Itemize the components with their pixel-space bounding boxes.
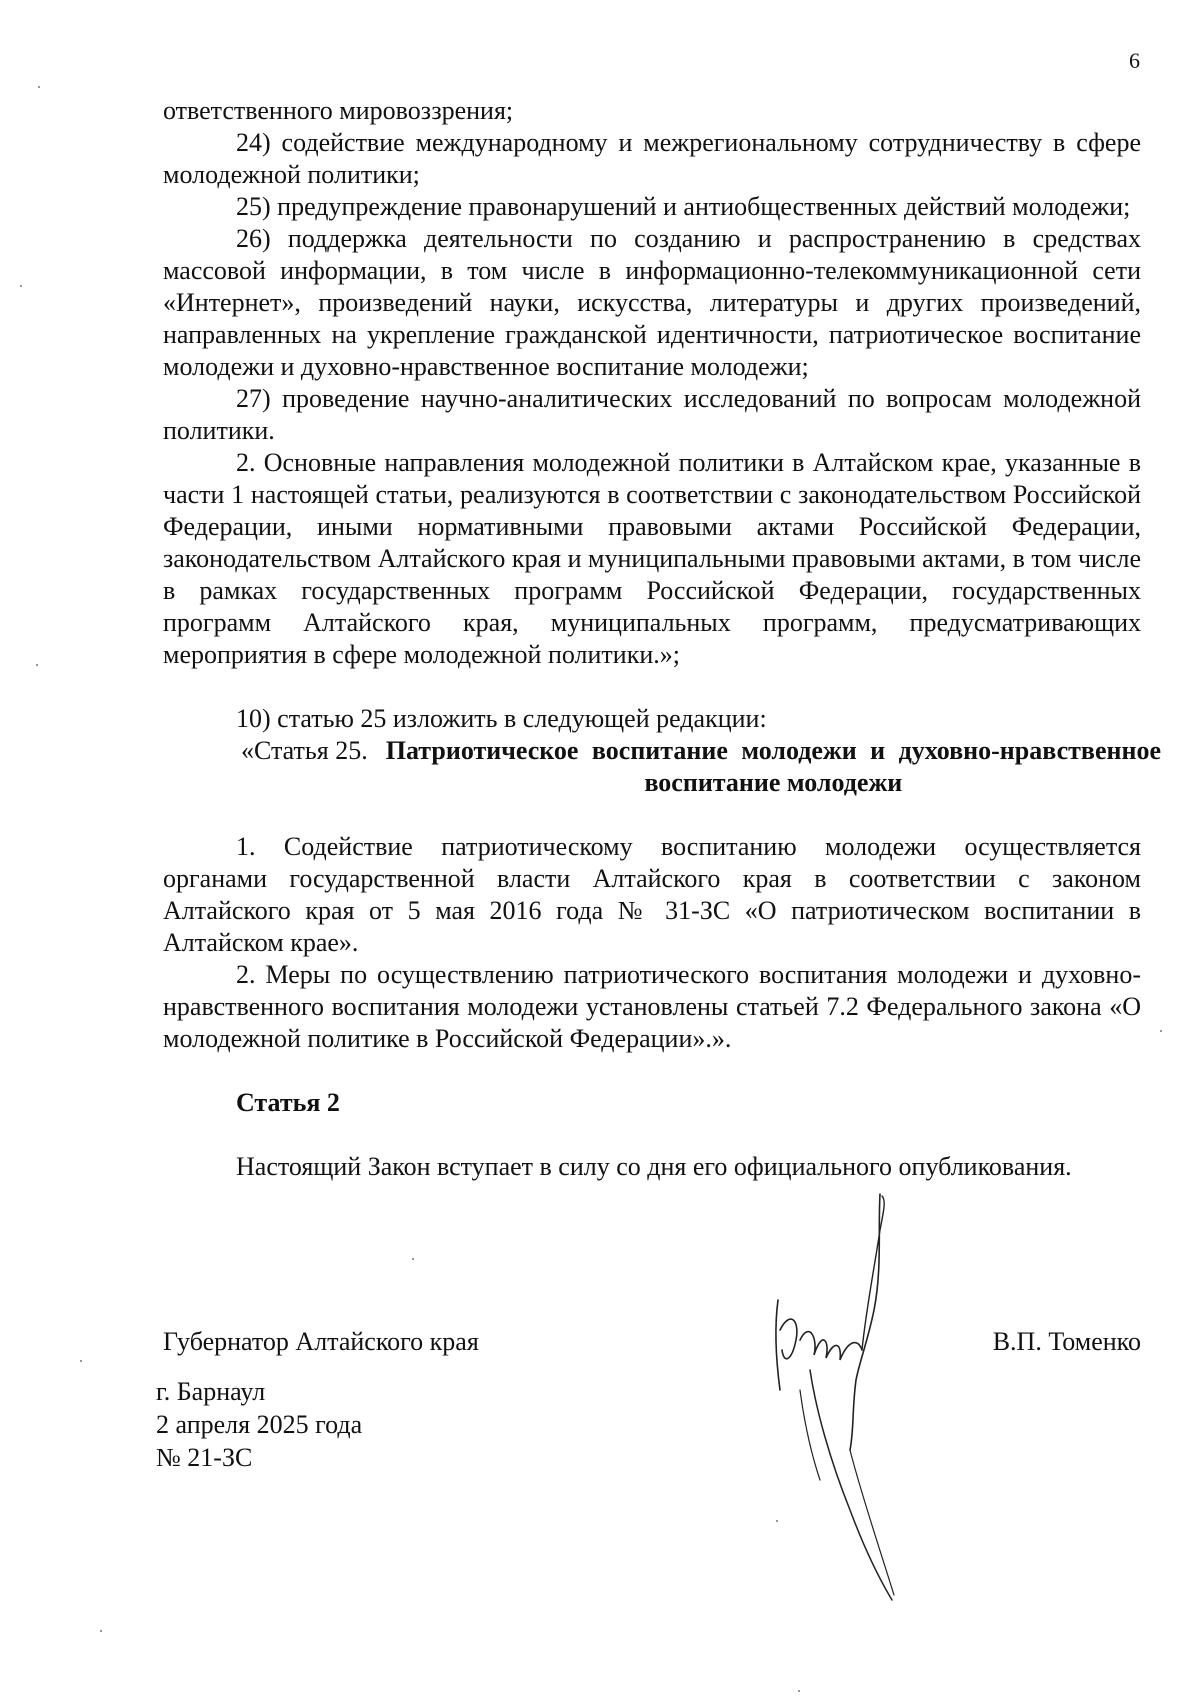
scan-speck (798, 1690, 800, 1692)
scan-speck (100, 1630, 102, 1632)
scan-speck (776, 1520, 778, 1522)
article-25-title: Патриотическое воспитание молодежи и духовно-нравственное воспитание молодежи (385, 736, 1161, 797)
spacer (163, 671, 1141, 703)
spacer (163, 1119, 1141, 1151)
amendment-intro: 10) статью 25 изложить в следующей редакции: (236, 704, 767, 733)
list-item-26: 26) поддержка деятельности по созданию и распространению в средствах массовой информации, в том числе в информационно-телекоммуникационной сети «Интернет», произведений науки, искусства, литературы и других произведений, направленных на укрепление гражданской идентичности, патриотическое воспитание молодежи и духовно-нравственное воспитание молодежи; (163, 224, 1141, 381)
date: 2 апреля 2025 года (156, 1410, 363, 1439)
article-25-paragraph-2: 2. Меры по осуществлению патриотического воспитания молодежи и духовно-нравственного воспитания молодежи установлены статьей 7.2 Федерального закона «О молодежной политике в Российской Федерации».». (163, 960, 1141, 1053)
list-item-27: 27) проведение научно-аналитических исследований по вопросам молодежной политики. (163, 384, 1141, 445)
law-number: № 21-ЗС (156, 1443, 253, 1472)
article-2-title: Статья 2 (236, 1088, 340, 1117)
article-25-label: «Статья 25. (241, 736, 368, 765)
paragraph-part-2: 2. Основные направления молодежной политики в Алтайском крае, указанные в части 1 настоящей статьи, реализуются в соответствии с законодательством Российской Федерации, иными нормативными правовыми актами Российской Федерации, законодательством Алтайского края и муниципальными правовыми актами, в том числе в рамках государственных программ Российской Федерации, государственных программ Алтайского края, муниципальных программ, предусматривающих мероприятия в сфере молодежной политики.»; (163, 448, 1141, 669)
governor-name: В.П. Томенко (992, 1327, 1141, 1356)
page-number: 6 (1129, 48, 1140, 73)
article-25-heading (241, 735, 1161, 799)
list-item-25: 25) предупреждение правонарушений и антиобщественных действий молодежи; (236, 192, 1131, 221)
scan-speck (38, 86, 40, 88)
scan-speck (20, 285, 22, 287)
article-2-text: Настоящий Закон вступает в силу со дня его официального опубликования. (236, 1152, 1072, 1181)
city: г. Барнаул (156, 1377, 266, 1406)
paragraph: ответственного мировоззрения; (163, 96, 514, 125)
governor-position: Губернатор Алтайского края (163, 1327, 479, 1356)
document-body (163, 95, 1161, 1183)
list-item-24: 24) содействие международному и межрегиональному сотрудничеству в сфере молодежной политики; (163, 128, 1141, 189)
scan-speck (1160, 1030, 1162, 1032)
scan-speck (36, 664, 38, 666)
spacer (163, 1055, 1141, 1087)
place-date-block (156, 1375, 362, 1474)
scan-speck (80, 1360, 82, 1362)
handwritten-signature (770, 1190, 950, 1610)
scan-speck (412, 1258, 414, 1260)
article-25-paragraph-1: 1. Содействие патриотическому воспитанию молодежи осуществляется органами государственной власти Алтайского края в соответствии с законом Алтайского края от 5 мая 2016 года № 31-ЗС «О патриотическом воспитании в Алтайском крае». (163, 832, 1141, 957)
spacer (163, 799, 1141, 831)
